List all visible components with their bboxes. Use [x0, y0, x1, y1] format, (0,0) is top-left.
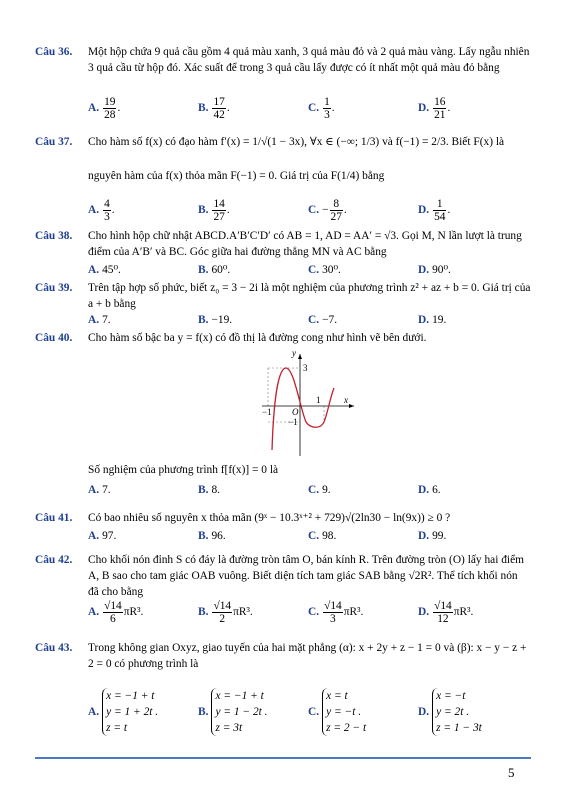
question-text: Cho khối nón đỉnh S có đáy là đường tròn tâm O, bán kính R. Trên đường tròn (O) lấy hai điểm A, B sao cho tam giác OAB vuông. Biết diện tích tam giác SAB bằng √2R². Thể tích khối nón đã cho bằng	[88, 554, 525, 598]
question-37	[35, 134, 531, 184]
options-40	[88, 484, 528, 500]
option-c[interactable]: C. $\frac{1}{3}$ .	[308, 96, 335, 121]
question-42	[35, 552, 531, 600]
tick-3: 3	[303, 363, 308, 373]
question-number: Câu 42.	[35, 554, 73, 566]
y-label: y	[292, 348, 296, 358]
options-38	[88, 262, 528, 278]
tick-minus-1-y: −1	[288, 417, 298, 427]
option-a[interactable]: A. 45⁰.	[88, 264, 121, 276]
option-d[interactable]: D. 19.	[418, 314, 447, 326]
option-b[interactable]: B. x = −1 + t y = 1 − 2t . z = 3t	[198, 690, 268, 734]
question-number: Câu 43.	[35, 642, 73, 654]
option-b[interactable]: B. 8.	[198, 484, 220, 496]
question-text: Có bao nhiêu số nguyên x thỏa mãn (9ˣ − 10.3ˣ⁺² + 729)√(2ln30 − ln(9x)) ≥ 0 ?	[88, 512, 451, 524]
question-text: Trên tập hợp số phức, biết z₀ = 3 − 2i là một nghiệm của phương trình z² + az + b = 0. Giá trị của a + b bằng	[88, 282, 531, 310]
option-b[interactable]: B. 60⁰.	[198, 264, 231, 276]
page-number: 5	[508, 765, 515, 780]
question-text-2: Số nghiệm của phương trình f[f(x)] = 0 là	[88, 464, 279, 476]
footer-divider	[35, 757, 531, 759]
option-c[interactable]: C. 98.	[308, 530, 337, 542]
question-number: Câu 39.	[35, 282, 73, 294]
question-text: Cho hình hộp chữ nhật ABCD.A′B′C′D′ có AB = 1, AD = AA′ = √3. Gọi M, N lần lượt là trung điểm của A′B′ và BC. Góc giữa hai đường thẳng MN và AC bằng	[88, 230, 522, 258]
question-text: Một hộp chứa 9 quả cầu gồm 4 quả màu xanh, 3 quả màu đỏ và 2 quả màu vàng. Lấy ngẫu nhiên 3 quả cầu từ hộp đó. Xác suất để trong 3 quả cầu lấy được có ít nhất một quả màu đỏ bằng	[88, 46, 530, 74]
option-b[interactable]: B. 96.	[198, 530, 226, 542]
option-c[interactable]: C. −7.	[308, 314, 338, 326]
options-41	[88, 530, 528, 546]
y-arrow	[298, 354, 302, 359]
question-38	[35, 228, 531, 260]
option-a[interactable]: A. $\frac{4}{3}$ .	[88, 198, 115, 223]
option-a[interactable]: A. x = −1 + t y = 1 + 2t . z = t	[88, 690, 159, 734]
option-d[interactable]: D. $\frac{1}{54}$ .	[418, 198, 451, 223]
tick-1: 1	[316, 395, 321, 405]
x-label: x	[344, 395, 348, 405]
tick-minus-1-x: −1	[262, 407, 272, 417]
question-40-text-b	[35, 462, 531, 478]
option-d[interactable]: D. x = −t y = 2t . z = 1 − 3t	[418, 690, 482, 734]
question-text: Trong không gian Oxyz, giao tuyến của hai mặt phẳng (α): x + 2y + z − 1 = 0 và (β): x − y − z + 2 = 0 có phương trình là	[88, 642, 527, 670]
option-d[interactable]: D. 99.	[418, 530, 447, 542]
option-a[interactable]: A. $\frac{19}{28}$ .	[88, 96, 121, 121]
question-36	[35, 44, 531, 76]
x-arrow	[349, 404, 354, 408]
question-number: Câu 36.	[35, 46, 73, 58]
option-c[interactable]: C. 30⁰.	[308, 264, 341, 276]
option-a[interactable]: A. $\frac{√14}{6}$ πR³.	[88, 600, 144, 625]
options-39	[88, 314, 528, 330]
option-b[interactable]: B. $\frac{√14}{2}$ πR³.	[198, 600, 253, 625]
options-36	[88, 96, 528, 126]
option-c[interactable]: C. − $\frac{8}{27}$ .	[308, 198, 347, 223]
option-d[interactable]: D. 90⁰.	[418, 264, 451, 276]
options-42	[88, 600, 528, 630]
option-b[interactable]: B. $\frac{14}{27}$ .	[198, 198, 230, 223]
option-a[interactable]: A. 97.	[88, 530, 117, 542]
option-c[interactable]: C. 9.	[308, 484, 331, 496]
question-39	[35, 280, 531, 312]
origin-label: O	[292, 407, 299, 417]
option-c[interactable]: C. x = t y = −t . z = 2 − t	[308, 690, 367, 734]
question-text: Cho hàm số f(x) có đạo hàm f′(x) = 1/√(1 − 3x), ∀x ∈ (−∞; 1/3) và f(−1) = 2/3. Biết F(x) là	[88, 136, 505, 148]
question-number: Câu 40.	[35, 332, 73, 344]
option-b[interactable]: B. $\frac{17}{42}$ .	[198, 96, 230, 121]
question-number: Câu 41.	[35, 512, 73, 524]
option-d[interactable]: D. $\frac{√14}{12}$ πR³.	[418, 600, 474, 625]
question-43	[35, 640, 531, 672]
option-a[interactable]: A. 7.	[88, 484, 111, 496]
option-a[interactable]: A. 7.	[88, 314, 111, 326]
question-number: Câu 37.	[35, 136, 73, 148]
question-text: Cho hàm số bậc ba y = f(x) có đồ thị là đường cong như hình vẽ bên dưới.	[88, 332, 427, 344]
option-b[interactable]: B. −19.	[198, 314, 233, 326]
options-43	[88, 688, 528, 740]
option-c[interactable]: C. $\frac{√14}{3}$ πR³.	[308, 600, 364, 625]
question-number: Câu 38.	[35, 230, 73, 242]
curve	[272, 368, 334, 450]
question-40	[35, 330, 531, 346]
option-d[interactable]: D. $\frac{16}{21}$ .	[418, 96, 451, 121]
options-37	[88, 198, 528, 228]
question-41	[35, 510, 531, 526]
option-d[interactable]: D. 6.	[418, 484, 441, 496]
cubic-graph	[262, 348, 362, 458]
question-text-2: nguyên hàm của f(x) thỏa mãn F(−1) = 0. Giá trị của F(1/4) bằng	[88, 170, 385, 182]
